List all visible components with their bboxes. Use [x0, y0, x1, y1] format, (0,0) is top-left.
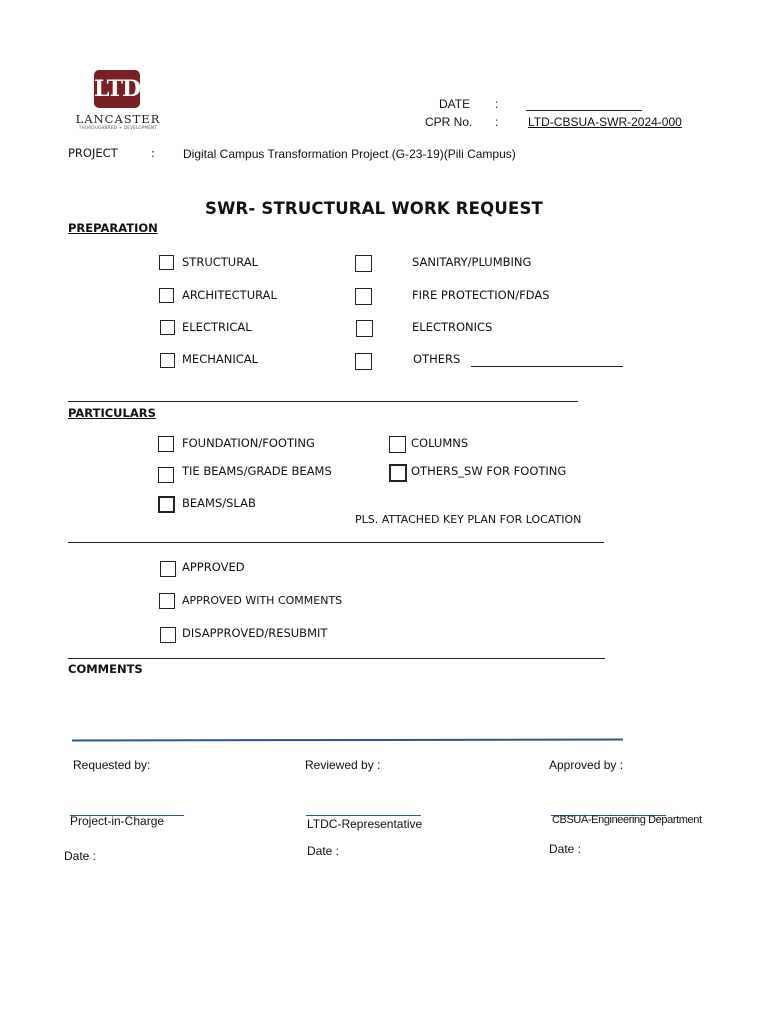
others-fill-line[interactable]	[471, 366, 623, 367]
reviewed-by-label: Reviewed by :	[305, 758, 381, 772]
section-divider	[68, 658, 605, 659]
checkbox-architectural[interactable]	[159, 288, 174, 303]
label-foundation-footing: FOUNDATION/FOOTING	[182, 436, 315, 450]
checkbox-mechanical[interactable]	[160, 353, 175, 368]
date-label: DATE	[439, 97, 471, 111]
checkbox-foundation-footing[interactable]	[158, 436, 174, 452]
label-beams-slab: BEAMS/SLAB	[182, 496, 256, 510]
label-fire-protection: FIRE PROTECTION/FDAS	[412, 288, 550, 302]
checkbox-approved[interactable]	[160, 561, 176, 577]
section-divider	[68, 401, 578, 402]
cpr-colon: :	[495, 115, 499, 129]
key-plan-note: PLS. ATTACHED KEY PLAN FOR LOCATION	[355, 513, 582, 526]
checkbox-others[interactable]	[355, 353, 372, 370]
logo-name: LANCASTER	[75, 112, 161, 126]
label-architectural: ARCHITECTURAL	[182, 288, 277, 302]
date-reviewed: Date :	[307, 844, 340, 858]
label-disapproved: DISAPPROVED/RESUBMIT	[182, 626, 328, 640]
cpr-label: CPR No.	[425, 115, 473, 129]
label-others-sw: OTHERS_SW FOR FOOTING	[411, 464, 567, 478]
particulars-heading: PARTICULARS	[68, 406, 156, 420]
role-ltdc-representative: LTDC-Representative	[307, 817, 423, 831]
page-title: SWR- STRUCTURAL WORK REQUEST	[205, 199, 543, 218]
date-field-line[interactable]	[526, 110, 642, 111]
section-divider	[68, 542, 604, 543]
company-logo	[72, 70, 164, 130]
approved-by-label: Approved by :	[549, 758, 624, 772]
project-colon: :	[151, 146, 155, 160]
date-requested: Date :	[64, 849, 97, 863]
checkbox-electronics[interactable]	[356, 320, 373, 337]
cpr-value: LTD-CBSUA-SWR-2024-000	[528, 115, 682, 129]
checkbox-sanitary-plumbing[interactable]	[355, 255, 372, 272]
checkbox-structural[interactable]	[159, 255, 174, 270]
checkbox-beams-slab[interactable]	[158, 496, 175, 513]
comments-heading: COMMENTS	[68, 662, 143, 676]
project-label: PROJECT	[68, 146, 118, 160]
role-cbsua-engineering: CBSUA-Engineering Department	[552, 814, 702, 826]
requested-by-label: Requested by:	[73, 758, 151, 772]
checkbox-disapproved[interactable]	[160, 627, 176, 643]
label-electronics: ELECTRONICS	[412, 320, 493, 334]
checkbox-tie-beams[interactable]	[158, 467, 174, 483]
date-approved: Date :	[549, 842, 582, 856]
preparation-heading: PREPARATION	[68, 221, 158, 235]
label-columns: COLUMNS	[411, 436, 469, 450]
label-sanitary-plumbing: SANITARY/PLUMBING	[412, 255, 532, 269]
checkbox-columns[interactable]	[389, 436, 406, 453]
checkbox-electrical[interactable]	[160, 320, 175, 335]
checkbox-others-sw[interactable]	[389, 464, 407, 482]
project-value: Digital Campus Transformation Project (G-23-19)(Pili Campus)	[183, 147, 516, 161]
role-project-in-charge: Project-in-Charge	[70, 814, 165, 828]
label-structural: STRUCTURAL	[182, 255, 259, 269]
logo-tagline: THOROUGHBRED + DEVELOPMENT	[78, 125, 158, 130]
label-others: OTHERS	[413, 352, 461, 366]
label-approved: APPROVED	[182, 560, 245, 574]
signature-line-reviewed[interactable]	[306, 815, 421, 816]
label-electrical: ELECTRICAL	[182, 320, 252, 334]
label-tie-beams: TIE BEAMS/GRADE BEAMS	[182, 464, 332, 478]
label-mechanical: MECHANICAL	[182, 352, 259, 366]
date-colon: :	[495, 97, 499, 111]
label-approved-with-comments: APPROVED WITH COMMENTS	[182, 594, 343, 607]
comments-line[interactable]	[72, 739, 623, 742]
logo-mark: LTD	[94, 70, 140, 108]
checkbox-approved-with-comments[interactable]	[159, 593, 175, 609]
checkbox-fire-protection[interactable]	[355, 288, 372, 305]
